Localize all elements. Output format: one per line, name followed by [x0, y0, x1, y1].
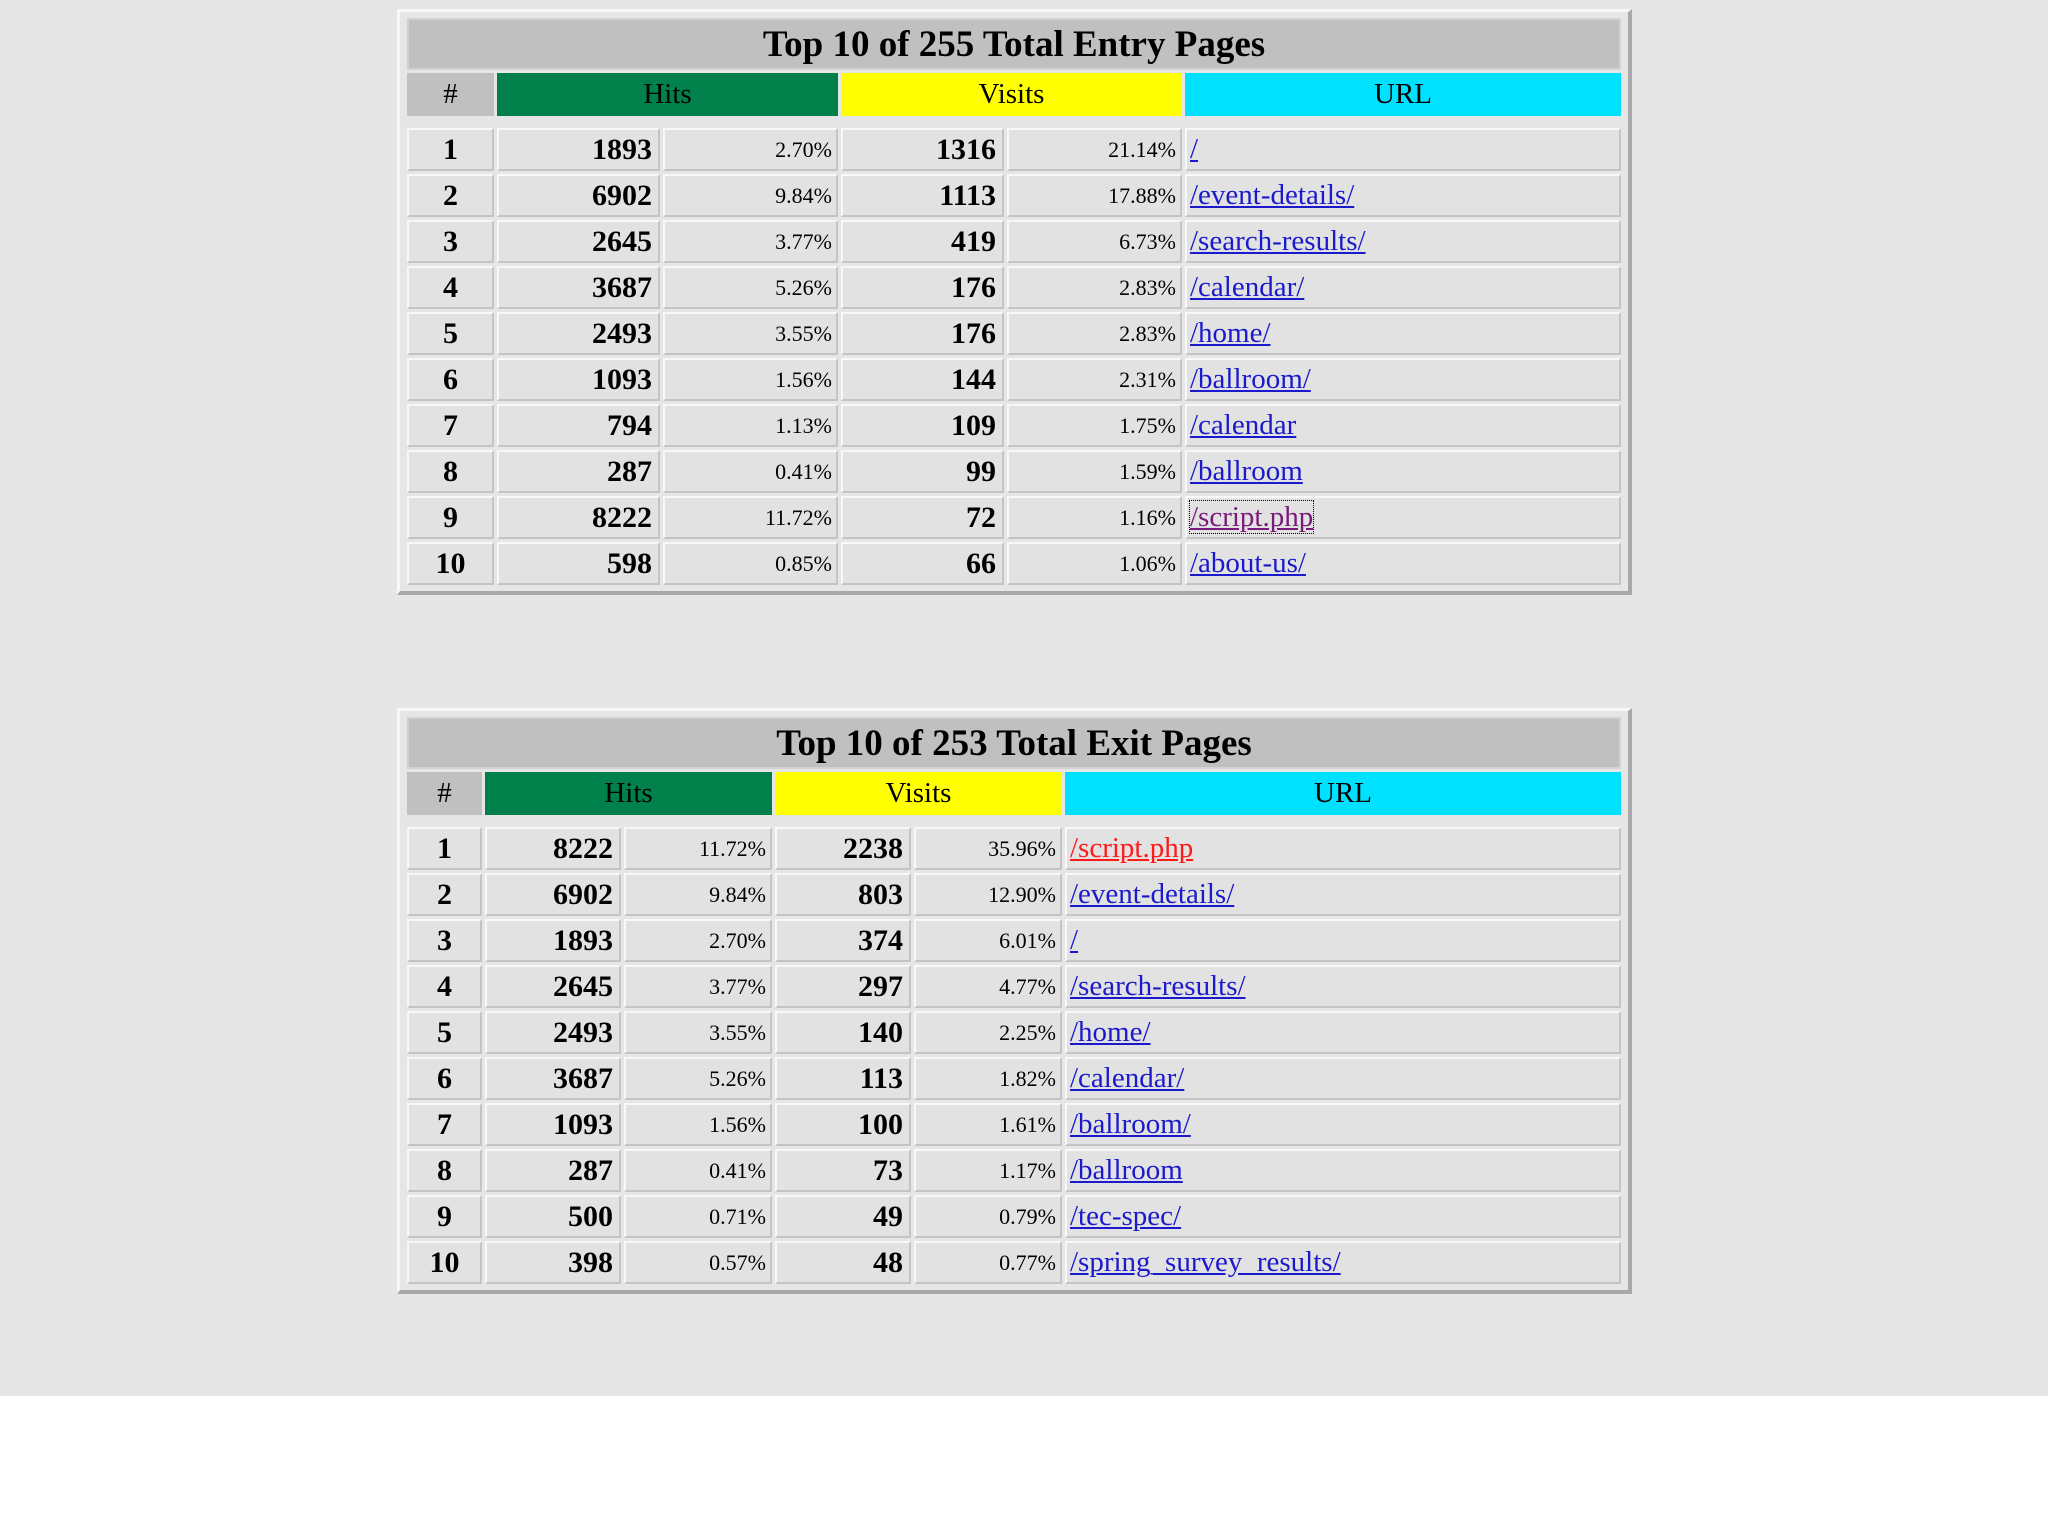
visits-percent-cell: 4.77%: [914, 965, 1062, 1008]
table-row: [407, 128, 1621, 171]
visits-percent-cell: 1.61%: [914, 1103, 1062, 1146]
rank-cell: 1: [407, 128, 494, 171]
visits-cell: 73: [775, 1149, 911, 1192]
hits-percent-cell: 2.70%: [624, 919, 772, 962]
url-link[interactable]: /: [1070, 924, 1079, 956]
exit-header-hits: Hits: [485, 772, 772, 815]
hits-percent-cell: 3.77%: [663, 220, 838, 263]
hits-cell: 6902: [485, 873, 621, 916]
visits-cell: 66: [841, 542, 1004, 585]
hits-cell: 1093: [497, 358, 660, 401]
url-cell: [1065, 1149, 1621, 1192]
hits-cell: 6902: [497, 174, 660, 217]
visits-cell: 297: [775, 965, 911, 1008]
rank-cell: 2: [407, 174, 494, 217]
visits-cell: 803: [775, 873, 911, 916]
visits-cell: 2238: [775, 827, 911, 870]
visits-cell: 49: [775, 1195, 911, 1238]
hits-percent-cell: 5.26%: [663, 266, 838, 309]
table-row: [407, 1011, 1621, 1054]
table-row: [407, 965, 1621, 1008]
hits-cell: 398: [485, 1241, 621, 1284]
visits-percent-cell: 2.31%: [1007, 358, 1182, 401]
table-row: [407, 404, 1621, 447]
rank-cell: 5: [407, 312, 494, 355]
url-link[interactable]: /tec-spec/: [1070, 1200, 1182, 1232]
hits-percent-cell: 1.56%: [663, 358, 838, 401]
visits-cell: 1316: [841, 128, 1004, 171]
hits-percent-cell: 0.41%: [624, 1149, 772, 1192]
hits-percent-cell: 9.84%: [624, 873, 772, 916]
hits-percent-cell: 11.72%: [663, 496, 838, 539]
exit-pages-table: [404, 714, 1624, 1287]
hits-cell: 794: [497, 404, 660, 447]
visits-cell: 100: [775, 1103, 911, 1146]
hits-cell: 3687: [497, 266, 660, 309]
visits-cell: 176: [841, 266, 1004, 309]
hits-cell: 1093: [485, 1103, 621, 1146]
url-link[interactable]: /script.php: [1190, 501, 1314, 533]
url-cell: [1065, 873, 1621, 916]
url-cell: [1185, 266, 1621, 309]
visits-percent-cell: 0.79%: [914, 1195, 1062, 1238]
visits-cell: 419: [841, 220, 1004, 263]
hits-cell: 598: [497, 542, 660, 585]
visits-percent-cell: 1.06%: [1007, 542, 1182, 585]
table-row: [407, 1241, 1621, 1284]
table-row: [407, 266, 1621, 309]
visits-cell: 176: [841, 312, 1004, 355]
rank-cell: 6: [407, 1057, 482, 1100]
hits-cell: 1893: [485, 919, 621, 962]
visits-percent-cell: 1.75%: [1007, 404, 1182, 447]
hits-percent-cell: 0.71%: [624, 1195, 772, 1238]
visits-percent-cell: 0.77%: [914, 1241, 1062, 1284]
hits-percent-cell: 11.72%: [624, 827, 772, 870]
hits-percent-cell: 1.56%: [624, 1103, 772, 1146]
table-row: [407, 174, 1621, 217]
table-row: [407, 496, 1621, 539]
exit-header-rank: #: [407, 772, 482, 815]
hits-percent-cell: 5.26%: [624, 1057, 772, 1100]
visits-cell: 1113: [841, 174, 1004, 217]
exit-pages-panel: [397, 708, 1632, 1294]
url-link[interactable]: /: [1190, 133, 1199, 165]
url-cell: [1185, 358, 1621, 401]
url-link[interactable]: /script.php: [1070, 832, 1194, 864]
visits-percent-cell: 6.01%: [914, 919, 1062, 962]
visits-percent-cell: 1.82%: [914, 1057, 1062, 1100]
rank-cell: 4: [407, 266, 494, 309]
url-cell: [1065, 965, 1621, 1008]
rank-cell: 3: [407, 220, 494, 263]
hits-percent-cell: 0.57%: [624, 1241, 772, 1284]
hits-percent-cell: 3.55%: [663, 312, 838, 355]
visits-cell: 374: [775, 919, 911, 962]
hits-percent-cell: 3.55%: [624, 1011, 772, 1054]
url-cell: [1185, 404, 1621, 447]
exit-table-body: [407, 827, 1621, 1284]
url-link[interactable]: /home/: [1070, 1016, 1151, 1048]
hits-percent-cell: 9.84%: [663, 174, 838, 217]
visits-percent-cell: 1.16%: [1007, 496, 1182, 539]
rank-cell: 8: [407, 450, 494, 493]
url-cell: [1065, 1241, 1621, 1284]
entry-header-rank: #: [407, 73, 494, 116]
hits-cell: 2645: [497, 220, 660, 263]
url-cell: [1065, 1103, 1621, 1146]
table-row: [407, 827, 1621, 870]
table-row: [407, 1149, 1621, 1192]
url-cell: [1185, 220, 1621, 263]
hits-cell: 8222: [485, 827, 621, 870]
hits-cell: 287: [497, 450, 660, 493]
url-link[interactable]: /event-details/: [1070, 878, 1235, 910]
url-cell: [1065, 919, 1621, 962]
url-cell: [1185, 450, 1621, 493]
url-link[interactable]: /spring_survey_results/: [1070, 1246, 1341, 1278]
rank-cell: 5: [407, 1011, 482, 1054]
url-cell: [1185, 128, 1621, 171]
hits-cell: 2493: [497, 312, 660, 355]
rank-cell: 9: [407, 1195, 482, 1238]
rank-cell: 1: [407, 827, 482, 870]
visits-cell: 109: [841, 404, 1004, 447]
visits-percent-cell: 6.73%: [1007, 220, 1182, 263]
entry-header-hits: Hits: [497, 73, 838, 116]
url-link[interactable]: /about-us/: [1190, 547, 1306, 579]
visits-cell: 99: [841, 450, 1004, 493]
url-link[interactable]: /search-results/: [1070, 970, 1246, 1002]
exit-header-url: URL: [1065, 772, 1621, 815]
url-cell: [1065, 827, 1621, 870]
hits-percent-cell: 3.77%: [624, 965, 772, 1008]
table-row: [407, 450, 1621, 493]
entry-pages-panel: [397, 9, 1632, 595]
exit-table-title: Top 10 of 253 Total Exit Pages: [407, 717, 1621, 769]
hits-cell: 8222: [497, 496, 660, 539]
hits-percent-cell: 1.13%: [663, 404, 838, 447]
header-spacer: [407, 818, 1621, 824]
hits-cell: 1893: [497, 128, 660, 171]
url-link[interactable]: /ballroom/: [1070, 1108, 1191, 1140]
hits-percent-cell: 0.41%: [663, 450, 838, 493]
url-link[interactable]: /calendar/: [1190, 271, 1305, 303]
visits-percent-cell: 2.25%: [914, 1011, 1062, 1054]
visits-cell: 140: [775, 1011, 911, 1054]
visits-percent-cell: 2.83%: [1007, 312, 1182, 355]
url-cell: [1065, 1057, 1621, 1100]
rank-cell: 7: [407, 404, 494, 447]
visits-percent-cell: 17.88%: [1007, 174, 1182, 217]
url-cell: [1185, 496, 1621, 539]
url-link[interactable]: /home/: [1190, 317, 1271, 349]
hits-cell: 2493: [485, 1011, 621, 1054]
rank-cell: 7: [407, 1103, 482, 1146]
url-link[interactable]: /ballroom: [1070, 1154, 1183, 1186]
url-cell: [1065, 1011, 1621, 1054]
url-link[interactable]: /calendar: [1190, 409, 1297, 441]
url-cell: [1185, 542, 1621, 585]
rank-cell: 2: [407, 873, 482, 916]
rank-cell: 4: [407, 965, 482, 1008]
table-row: [407, 312, 1621, 355]
url-cell: [1065, 1195, 1621, 1238]
visits-cell: 144: [841, 358, 1004, 401]
url-link[interactable]: /search-results/: [1190, 225, 1366, 257]
entry-header-visits: Visits: [841, 73, 1182, 116]
rank-cell: 9: [407, 496, 494, 539]
visits-cell: 113: [775, 1057, 911, 1100]
rank-cell: 10: [407, 542, 494, 585]
table-row: [407, 1057, 1621, 1100]
rank-cell: 8: [407, 1149, 482, 1192]
hits-cell: 2645: [485, 965, 621, 1008]
url-link[interactable]: /event-details/: [1190, 179, 1355, 211]
entry-header-url: URL: [1185, 73, 1621, 116]
visits-percent-cell: 21.14%: [1007, 128, 1182, 171]
visits-percent-cell: 1.17%: [914, 1149, 1062, 1192]
visits-percent-cell: 35.96%: [914, 827, 1062, 870]
hits-percent-cell: 2.70%: [663, 128, 838, 171]
visits-cell: 48: [775, 1241, 911, 1284]
entry-table-body: [407, 128, 1621, 585]
url-link[interactable]: /calendar/: [1070, 1062, 1185, 1094]
url-cell: [1185, 312, 1621, 355]
visits-percent-cell: 12.90%: [914, 873, 1062, 916]
url-link[interactable]: /ballroom/: [1190, 363, 1311, 395]
hits-cell: 287: [485, 1149, 621, 1192]
visits-percent-cell: 1.59%: [1007, 450, 1182, 493]
hits-cell: 500: [485, 1195, 621, 1238]
rank-cell: 6: [407, 358, 494, 401]
rank-cell: 10: [407, 1241, 482, 1284]
entry-table-title: Top 10 of 255 Total Entry Pages: [407, 18, 1621, 70]
url-cell: [1185, 174, 1621, 217]
table-row: [407, 220, 1621, 263]
table-row: [407, 542, 1621, 585]
table-row: [407, 919, 1621, 962]
visits-cell: 72: [841, 496, 1004, 539]
hits-percent-cell: 0.85%: [663, 542, 838, 585]
entry-pages-table: [404, 15, 1624, 588]
header-spacer: [407, 119, 1621, 125]
rank-cell: 3: [407, 919, 482, 962]
exit-header-visits: Visits: [775, 772, 1062, 815]
table-row: [407, 358, 1621, 401]
table-row: [407, 1103, 1621, 1146]
visits-percent-cell: 2.83%: [1007, 266, 1182, 309]
table-row: [407, 873, 1621, 916]
table-row: [407, 1195, 1621, 1238]
url-link[interactable]: /ballroom: [1190, 455, 1303, 487]
hits-cell: 3687: [485, 1057, 621, 1100]
